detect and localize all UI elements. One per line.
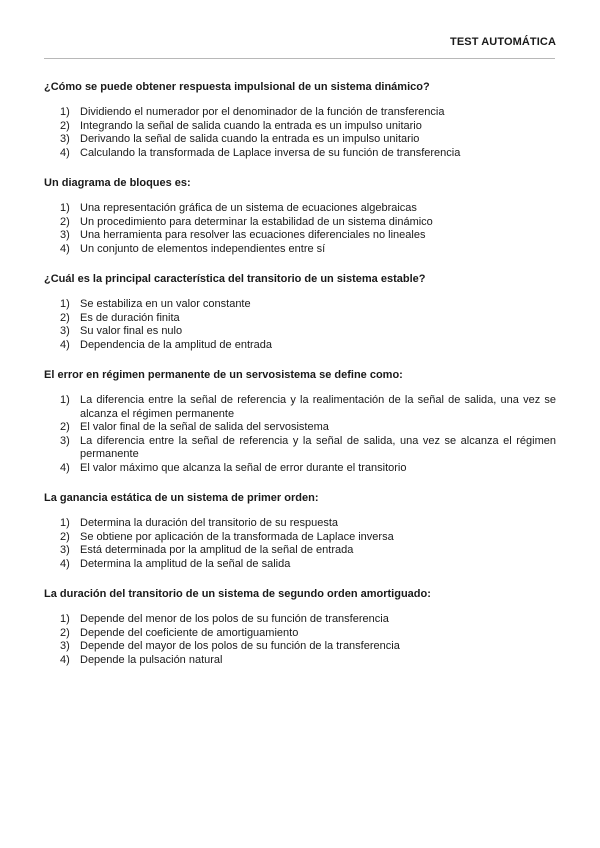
option-item [44,627,556,641]
option-number: 4) [60,653,70,666]
option-text: Determina la duración del transitorio de su respuesta [80,517,339,529]
option-item [44,202,556,216]
question-3 [44,272,556,352]
option-list [44,613,556,667]
option-text: Su valor final es nulo [80,325,183,337]
option-number: 2) [60,626,70,639]
option-text: Es de duración finita [80,311,180,324]
option-number: 2) [60,421,70,433]
option-item [44,544,556,558]
option-item [44,133,556,147]
question-title: ¿Cómo se puede obtener respuesta impulsional de un sistema dinámico? [44,81,430,93]
option-text: Depende del coeficiente de amortiguamiento [80,626,299,639]
option-item [44,325,556,339]
option-item [44,517,556,531]
option-text: Integrando la señal de salida cuando la entrada es un impulso unitario [80,119,422,132]
option-text: La diferencia entre la señal de referencia y la realimentación de la señal de salida, una vez se alcanza el régimen permanente [80,394,556,420]
option-text: Un conjunto de elementos independientes entre sí [80,242,326,255]
option-number: 1) [60,613,70,625]
question-title: Un diagrama de bloques es: [44,177,191,189]
option-number: 1) [60,517,70,529]
option-number: 4) [60,242,70,255]
option-text: Calculando la transformada de Laplace inversa de su función de transferencia [80,146,461,159]
header-divider [44,58,555,59]
option-number: 3) [60,640,70,652]
option-number: 2) [60,119,70,132]
option-item [44,243,556,257]
option-number: 4) [60,461,70,474]
option-item [44,421,556,435]
page-header-title: TEST AUTOMÁTICA [450,36,556,48]
option-number: 3) [60,229,70,241]
option-item [44,531,556,545]
question-title: ¿Cuál es la principal característica del transitorio de un sistema estable? [44,273,426,285]
option-list [44,106,556,160]
option-item [44,147,556,161]
option-list [44,202,556,256]
option-item [44,613,556,627]
option-number: 1) [60,106,70,118]
option-number: 3) [60,544,70,556]
option-item [44,654,556,668]
option-number: 3) [60,325,70,337]
option-text: Una representación gráfica de un sistema de ecuaciones algebraicas [80,202,417,214]
question-list [44,80,556,683]
option-item [44,339,556,353]
option-number: 1) [60,202,70,214]
option-item [44,394,556,421]
question-1 [44,80,556,160]
option-text: Una herramienta para resolver las ecuaciones diferenciales no lineales [80,229,426,241]
option-text: Derivando la señal de salida cuando la entrada es un impulso unitario [80,133,420,145]
option-number: 2) [60,215,70,228]
option-text: Se obtiene por aplicación de la transformada de Laplace inversa [80,530,394,543]
option-item [44,229,556,243]
option-item [44,312,556,326]
option-number: 2) [60,530,70,543]
option-list [44,517,556,571]
option-number: 4) [60,338,70,351]
option-text: Depende la pulsación natural [80,653,223,666]
option-item [44,435,556,462]
option-item [44,216,556,230]
option-text: El valor final de la señal de salida del servosistema [80,421,329,433]
option-list [44,394,556,475]
option-number: 2) [60,311,70,324]
question-title: El error en régimen permanente de un servosistema se define como: [44,369,403,381]
option-text: Depende del mayor de los polos de su función de la transferencia [80,640,400,652]
option-text: Se estabiliza en un valor constante [80,298,251,310]
option-number: 4) [60,557,70,570]
option-item [44,298,556,312]
option-text: Un procedimiento para determinar la estabilidad de un sistema dinámico [80,215,433,228]
option-item [44,120,556,134]
option-item [44,106,556,120]
question-4 [44,368,556,475]
option-text: El valor máximo que alcanza la señal de error durante el transitorio [80,461,407,474]
option-number: 3) [60,133,70,145]
question-6 [44,587,556,667]
option-text: Dependencia de la amplitud de entrada [80,338,273,351]
option-item [44,462,556,476]
question-5 [44,491,556,571]
option-text: Dividiendo el numerador por el denominador de la función de transferencia [80,106,445,118]
option-text: Determina la amplitud de la señal de salida [80,557,291,570]
option-list [44,298,556,352]
question-2 [44,176,556,256]
option-number: 1) [60,298,70,310]
option-number: 3) [60,434,70,447]
option-item [44,640,556,654]
option-number: 1) [60,394,70,406]
option-number: 4) [60,146,70,159]
question-title: La ganancia estática de un sistema de primer orden: [44,492,319,504]
option-text: La diferencia entre la señal de referencia y la señal de salida, una vez se alcanza el régimen permanente [80,434,556,460]
question-title: La duración del transitorio de un sistema de segundo orden amortiguado: [44,588,431,600]
option-text: Depende del menor de los polos de su función de transferencia [80,613,389,625]
option-text: Está determinada por la amplitud de la señal de entrada [80,544,354,556]
option-item [44,558,556,572]
